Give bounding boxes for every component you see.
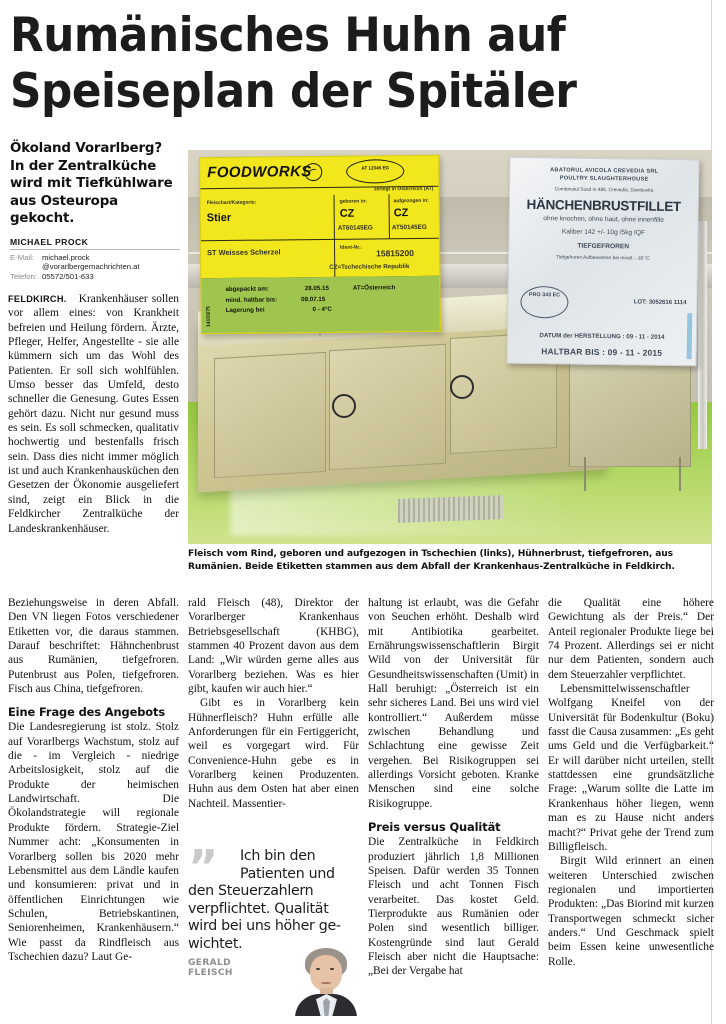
byline-email-value: michael.prock [42,252,90,262]
slaughterhouse-company: ABATORUL AVICOLA CREVEDIA SRL [550,167,659,175]
trolley-leg-2 [679,457,681,491]
portrait-face [310,955,342,991]
byline-phone-value: 05572/501-633 [42,271,94,281]
packed-value: 28.05.15 [304,284,329,293]
c4-paragraph-1: die Qualität eine höhere Gewichtung als der Preis.“ Der Anteil regionaler Produkte liege bei 74 Prozent. Allerdings sei er nicht nur dem Patienten, sondern auch dem Steuerzahler verpflichtet. [548,597,714,681]
column-1-opening-paragraph [8,292,179,536]
body-column-3 [368,596,539,979]
byline-email-domain: @vorarlbergernachrichten.at [42,262,140,272]
foodworks-logo-icon [304,163,322,181]
romanian-poultry-label [507,157,700,367]
born-in-label: geboren in: [339,198,367,205]
bestbefore-value: 09.07.15 [301,295,326,303]
green-band-fields [225,283,395,316]
poultry-product-desc: ohne knochen, ohne haut, ohne innenfille [543,215,664,224]
byline-divider [10,249,180,250]
yellow-grid-hline-1 [201,238,439,242]
cut-code: AT50145EG [391,223,427,232]
byline-phone-row [10,272,180,282]
body-column-1 [8,596,179,964]
column-1-opening-text: Krankenhäuser sollen vor allem eines: von Krankheit befreien und Heilung fördern. Ärzte, Pfleger, Helfer, Angestellte - sie alle kümmern sich um das Wohl des Patienten. Er soll sich wohlfühlen. Umso besser das Umfeld, desto schneller die Genesung. Gutes Essen gehört dazu. Nicht nur gesund muss es sein. Es soll schmecken, qualitativ hochwertig und bestenfalls frisch sein. Dass dies nicht immer möglich ist und auch Krankenhausküchen den Gesetzen der Ökonomie ausgeliefert sind, zeigt ein Blick in die Feldkircher Zentralküche der Landeskrankenhäuser. [8,293,179,535]
ident-value: 15815200 [376,248,414,259]
column-1-opening [8,292,179,536]
pull-quote [188,840,360,978]
pull-quote-rest: den Steuerzahlern verpflichtet. Qualität wird bei uns höher ge-wichtet. [188,883,341,952]
origin-country: CZ=Tschechische Republik [329,263,410,271]
yellow-grid-vline-2 [388,194,390,238]
byline-email-row-2 [10,262,180,272]
romanian-approval-oval: PRO 343 EC [520,286,568,319]
slaughterhouse-address: Combinatul Sosd nr.486, Crevedia, Dambovita [554,187,654,194]
ident-label: Ident-Nr.: [340,244,363,251]
c2-paragraph-1: rald Fleisch (48), Direktor der Vorarlberger Krankenhaus Betriebsgesellschaft (KHBG), stammen 40 Prozent davon aus dem Land: „Wir würden gerne alles aus Vorarlberg beziehen. Was es hier gibt, kaufen wir auch hier.“ [188,597,359,696]
storage-row [226,304,396,316]
packed-label: abgepackt am: [225,285,269,293]
slaughter-code: AT60145EG [337,224,373,232]
storage-value: 0 - 4°C [312,305,332,314]
meat-category-value: Stier [206,211,232,225]
pull-quote-attribution-line-2: FLEISCH [188,967,233,978]
packed-row [225,283,395,295]
c2-paragraph-2: Gibt es in Vorarlberg kein Hühnerfleisch? Huhn erfülle alle Anforderungen für ein Fertiggericht, weil es vorgegart wird. Für Convenience-Huhn gebe es in Vorarlberg keinen Produzenten. Huhn aus dem Osten hat aber einen Nachteil. Massentier- [188,697,359,810]
meat-cut-value: ST Weisses Scherzel [207,247,281,258]
pull-quote-line-2: Patienten und [240,865,335,882]
raised-in-value: CZ [393,207,409,220]
c1-paragraph-1: Beziehungsweise in deren Abfall. Den VN liegen Fotos verschiedener Etiketten vor, die daraus stammen. Darauf beschriftet: Hähnchenbrust aus Rumänien, tiefgefroren. Putenbrust aus Polen, tiefgefroren. Fisch aus China, tiefgefroren. [8,597,179,696]
byline-author-name: MICHAEL PROCK [10,237,89,247]
label-side-code: 14103/75 [205,306,212,328]
yellow-label-approved-text: zerlegt in Österreich (AT) [374,185,434,193]
dateline: FELDKIRCH. [8,294,67,304]
yellow-label-green-band [201,276,440,333]
origin-at: AT=Österreich [352,284,396,292]
poultry-product-name: HÄNCHENBRUSTFILLET [526,196,682,215]
yellow-label-grid [200,194,439,278]
byline-phone-label: Telefon: [10,271,37,281]
c1-subheading: Eine Frage des Angebots [8,705,166,720]
c4-paragraph-2: Lebensmittelwissenschaftler Wolfgang Kneifel von der Universität für Bodenkultur (Boku) fasst die Causa zusammen: „Es geht ums Geld und die Verfügbarkeit.“ Er will darüber nicht urteilen, stellt stattdessen eine grundsätzliche Frage: „Warum sollte die Latte im Krankenhaus höher liegen, wenn man es zu Hause nicht anders macht?“ Privat gehe der Trend zum Billigfleisch. [548,683,714,853]
c3-subheading: Preis versus Qualität [368,820,501,835]
byline-email-row [10,253,180,263]
yellow-label-header [200,156,438,189]
c1-paragraph-2: Die Landesregierung ist stolz. Stolz auf Vorarlbergs Wachstum, stolz auf die - im Vergleich - niedrige Arbeitslosigkeit, stolz auf die Produkte der heimischen Landwirtschaft. Die Ökolandstrategie will regionale Produkte fördern. Strategie-Ziel Nummer acht: „Konsumenten in Vorarlberg sollen bis 2020 mehr Lebensmittel aus dem Ländle kaufen und konsumieren: privat und in öffentlichen Einrichtungen wie Schulen, Betriebskantinen, Seniorenheimen, Krankenhäusern.“ Wie passt da Rindfleisch aus Tschechien dazu? Laut Ge- [8,721,179,963]
c3-paragraph-2: Die Zentralküche in Feldkirch produziert jährlich 1,8 Millionen Speisen. Dafür werden 35 Tonnen Fleisch und acht Tonnen Fisch verarbeitet. Das kostet Geld. Tierprodukte aus Rumänien oder Polen sind wesentlich billiger. Kostengründe sind laut Gerald Fleisch aber nicht die Hauptsache: „Bei der Vergabe hat [368,836,539,978]
body-column-2 [188,596,359,811]
meat-category-label: Fleischart/Kategorie: [206,199,257,207]
bestbefore-label: mind. haltbar bis: [225,295,278,304]
c3-paragraph-1: haltung ist erlaubt, was die Gefahr von Seuchen erhöht. Deshalb wird mit Antibiotika gearbeitet. Ernährungswissenschaftlerin Birgit Wild von der Universität für Gesundheitswissenschaften (Umit) in Hall beruhigt: „Österreich ist ein sehr sicheres Land. Bei uns wird viel kontrolliert.“ Außerdem müsse zwischen Behandlung und Schlachtung eine gewisse Zeit vergehen. Bei Risikogruppen sei allerdings Vorsicht geboten. Kranke Menschen sind eine solche Risikogruppe. [368,597,539,810]
eu-approval-oval: AT 12345 EG [346,159,404,184]
headline-line-1: Rumänisches Huhn auf [10,8,566,63]
photo-caption: Fleisch vom Rind, geboren und aufgezogen in Tschechien (links), Hühnerbrust, tiefgefroren, aus Rumänien. Beide Etiketten stammen aus dem Abfall der Krankenhaus-Zentralküche in Feldkirch. [188,549,675,573]
storage-instruction: Tiefgefroren Aufbewahren bei mindt.: -18 °C [556,255,650,262]
article-deck: Ökoland Vorarlberg? In der Zentralküche wird mit Tiefkühlware aus Osteuropa gekocht. [10,141,173,226]
trolley-leg-1 [584,457,586,491]
c4-paragraph-3: Birgit Wild erinnert an einen weiteren Unterschied zwischen regionalen und importierten Produkten: „Das Biorind mit kurzen Transportwegen schmeckt sicher anders.“ Und Geschmack spielt beim Essen keine unwesentliche Rolle. [548,855,714,968]
storage-label: Lagerung bei [225,306,265,314]
headline-line-2: Speiseplan der Spitäler [10,64,577,119]
born-in-value: CZ [339,207,355,220]
byline-email-label: E-Mail: [10,252,34,262]
slaughterhouse-type: POULTRY SLAUGHTERHOUSE [559,175,649,183]
raised-in-label: aufgezogen in: [393,197,429,205]
article-photo [188,150,712,544]
byline-block [10,237,180,281]
poultry-weight-spec: Kaliber 142 +/- 10g /5kg IQF [561,228,645,237]
gerald-fleisch-portrait [293,944,359,1016]
foodworks-brand: FOODWORKS [207,163,312,182]
label-tape [687,313,693,359]
quote-mark-icon: ” [188,840,217,894]
body-column-4 [548,596,714,969]
kettle-wheel-handle-2 [450,375,474,399]
steel-column [698,221,707,450]
best-before-date: HALTBAR BIS : 09 - 11 - 2015 [541,346,663,358]
portrait-mouth [321,982,331,984]
frozen-marking: TIEFGEFROREN [577,242,630,251]
floor-drain-grate [398,495,503,522]
cooking-kettle-1 [214,352,326,478]
yellow-meat-label [199,155,441,335]
production-date: DATUM der HERSTELLUNG : 09 - 11 - 2014 [539,332,665,341]
lot-number: LOT: 3052616 1114 [633,299,687,307]
pull-quote-attribution-line-1: GERALD [188,957,232,968]
pull-quote-line-1: Ich bin den [240,848,316,864]
